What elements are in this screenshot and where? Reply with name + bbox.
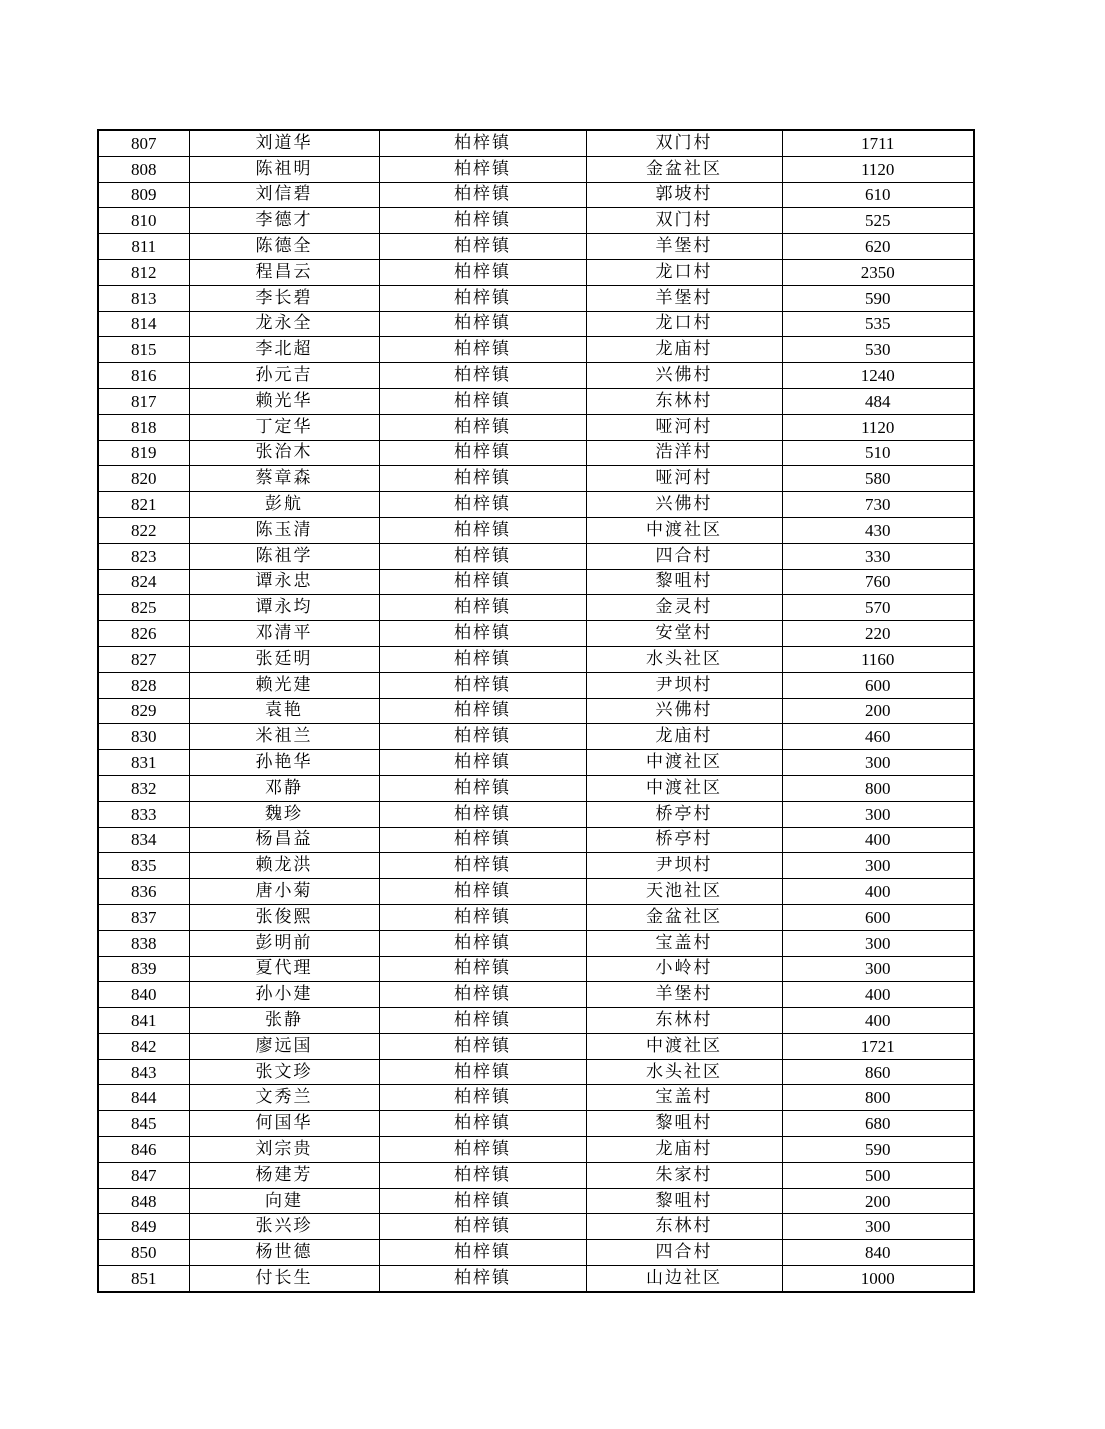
village-cell: 桥亭村 [586, 827, 782, 853]
town-cell: 柏梓镇 [379, 363, 586, 389]
town-cell: 柏梓镇 [379, 879, 586, 905]
village-cell: 浩洋村 [586, 440, 782, 466]
table-row [98, 259, 974, 285]
amount-cell: 535 [782, 311, 974, 337]
row-number-cell: 812 [98, 259, 189, 285]
village-cell: 龙口村 [586, 311, 782, 337]
amount-cell: 800 [782, 775, 974, 801]
town-cell: 柏梓镇 [379, 1033, 586, 1059]
table-row [98, 1266, 974, 1292]
row-number-cell: 850 [98, 1240, 189, 1266]
person-name-cell: 刘信碧 [189, 182, 379, 208]
amount-cell: 460 [782, 724, 974, 750]
person-name-cell: 张治木 [189, 440, 379, 466]
table-row [98, 569, 974, 595]
village-cell: 金盆社区 [586, 904, 782, 930]
table-row [98, 1008, 974, 1034]
village-cell: 中渡社区 [586, 517, 782, 543]
village-cell: 山边社区 [586, 1266, 782, 1292]
person-name-cell: 谭永忠 [189, 569, 379, 595]
row-number-cell: 840 [98, 982, 189, 1008]
town-cell: 柏梓镇 [379, 750, 586, 776]
row-number-cell: 848 [98, 1188, 189, 1214]
row-number-cell: 822 [98, 517, 189, 543]
village-cell: 黎咀村 [586, 569, 782, 595]
person-name-cell: 赖光建 [189, 672, 379, 698]
village-cell: 龙庙村 [586, 1137, 782, 1163]
town-cell: 柏梓镇 [379, 156, 586, 182]
person-name-cell: 赖光华 [189, 388, 379, 414]
table-row [98, 388, 974, 414]
person-name-cell: 陈玉清 [189, 517, 379, 543]
village-cell: 哑河村 [586, 466, 782, 492]
person-name-cell: 彭航 [189, 492, 379, 518]
village-cell: 水头社区 [586, 646, 782, 672]
person-name-cell: 何国华 [189, 1111, 379, 1137]
person-name-cell: 刘宗贵 [189, 1137, 379, 1163]
person-name-cell: 杨世德 [189, 1240, 379, 1266]
row-number-cell: 808 [98, 156, 189, 182]
amount-cell: 430 [782, 517, 974, 543]
row-number-cell: 814 [98, 311, 189, 337]
table-row [98, 595, 974, 621]
town-cell: 柏梓镇 [379, 956, 586, 982]
town-cell: 柏梓镇 [379, 492, 586, 518]
table-row [98, 311, 974, 337]
person-name-cell: 杨建芳 [189, 1162, 379, 1188]
row-number-cell: 813 [98, 285, 189, 311]
row-number-cell: 842 [98, 1033, 189, 1059]
amount-cell: 600 [782, 904, 974, 930]
row-number-cell: 810 [98, 208, 189, 234]
town-cell: 柏梓镇 [379, 1008, 586, 1034]
amount-cell: 860 [782, 1059, 974, 1085]
town-cell: 柏梓镇 [379, 775, 586, 801]
person-name-cell: 张俊熙 [189, 904, 379, 930]
table-row [98, 440, 974, 466]
table-row [98, 517, 974, 543]
town-cell: 柏梓镇 [379, 930, 586, 956]
row-number-cell: 844 [98, 1085, 189, 1111]
row-number-cell: 845 [98, 1111, 189, 1137]
amount-cell: 600 [782, 672, 974, 698]
person-name-cell: 孙元吉 [189, 363, 379, 389]
row-number-cell: 847 [98, 1162, 189, 1188]
amount-cell: 2350 [782, 259, 974, 285]
village-cell: 黎咀村 [586, 1111, 782, 1137]
table-row [98, 775, 974, 801]
person-name-cell: 龙永全 [189, 311, 379, 337]
person-name-cell: 付长生 [189, 1266, 379, 1292]
amount-cell: 590 [782, 1137, 974, 1163]
amount-cell: 1000 [782, 1266, 974, 1292]
town-cell: 柏梓镇 [379, 982, 586, 1008]
amount-cell: 200 [782, 1188, 974, 1214]
town-cell: 柏梓镇 [379, 1162, 586, 1188]
table-row [98, 1033, 974, 1059]
amount-cell: 680 [782, 1111, 974, 1137]
amount-cell: 730 [782, 492, 974, 518]
person-name-cell: 魏珍 [189, 801, 379, 827]
amount-cell: 300 [782, 853, 974, 879]
village-cell: 中渡社区 [586, 750, 782, 776]
person-name-cell: 邓静 [189, 775, 379, 801]
amount-cell: 300 [782, 956, 974, 982]
village-cell: 郭坡村 [586, 182, 782, 208]
table-row [98, 1240, 974, 1266]
town-cell: 柏梓镇 [379, 1085, 586, 1111]
amount-cell: 330 [782, 543, 974, 569]
row-number-cell: 837 [98, 904, 189, 930]
table-row [98, 1188, 974, 1214]
town-cell: 柏梓镇 [379, 646, 586, 672]
table-row [98, 363, 974, 389]
town-cell: 柏梓镇 [379, 672, 586, 698]
person-name-cell: 廖远国 [189, 1033, 379, 1059]
row-number-cell: 834 [98, 827, 189, 853]
table-row [98, 801, 974, 827]
row-number-cell: 835 [98, 853, 189, 879]
table-row [98, 879, 974, 905]
village-cell: 尹坝村 [586, 672, 782, 698]
table-row [98, 724, 974, 750]
town-cell: 柏梓镇 [379, 904, 586, 930]
town-cell: 柏梓镇 [379, 388, 586, 414]
person-name-cell: 李德才 [189, 208, 379, 234]
village-cell: 宝盖村 [586, 930, 782, 956]
table-row [98, 543, 974, 569]
table-row [98, 672, 974, 698]
amount-cell: 1240 [782, 363, 974, 389]
town-cell: 柏梓镇 [379, 698, 586, 724]
person-name-cell: 杨昌益 [189, 827, 379, 853]
village-cell: 龙口村 [586, 259, 782, 285]
village-cell: 兴佛村 [586, 698, 782, 724]
person-name-cell: 向建 [189, 1188, 379, 1214]
row-number-cell: 820 [98, 466, 189, 492]
town-cell: 柏梓镇 [379, 466, 586, 492]
town-cell: 柏梓镇 [379, 853, 586, 879]
person-name-cell: 张兴珍 [189, 1214, 379, 1240]
person-name-cell: 丁定华 [189, 414, 379, 440]
table-row [98, 1137, 974, 1163]
person-name-cell: 蔡章森 [189, 466, 379, 492]
table-row [98, 904, 974, 930]
row-number-cell: 816 [98, 363, 189, 389]
row-number-cell: 824 [98, 569, 189, 595]
town-cell: 柏梓镇 [379, 234, 586, 260]
table-row [98, 285, 974, 311]
person-name-cell: 袁艳 [189, 698, 379, 724]
village-cell: 羊堡村 [586, 234, 782, 260]
row-number-cell: 807 [98, 130, 189, 156]
village-cell: 黎咀村 [586, 1188, 782, 1214]
table-row [98, 750, 974, 776]
row-number-cell: 838 [98, 930, 189, 956]
village-cell: 双门村 [586, 208, 782, 234]
table-row [98, 414, 974, 440]
table-row [98, 827, 974, 853]
amount-cell: 300 [782, 750, 974, 776]
town-cell: 柏梓镇 [379, 1240, 586, 1266]
roster-table [97, 129, 975, 1293]
table-row [98, 234, 974, 260]
amount-cell: 1721 [782, 1033, 974, 1059]
row-number-cell: 849 [98, 1214, 189, 1240]
row-number-cell: 851 [98, 1266, 189, 1292]
table-row [98, 1162, 974, 1188]
town-cell: 柏梓镇 [379, 543, 586, 569]
person-name-cell: 张廷明 [189, 646, 379, 672]
town-cell: 柏梓镇 [379, 1059, 586, 1085]
amount-cell: 500 [782, 1162, 974, 1188]
amount-cell: 610 [782, 182, 974, 208]
row-number-cell: 836 [98, 879, 189, 905]
village-cell: 兴佛村 [586, 363, 782, 389]
row-number-cell: 827 [98, 646, 189, 672]
table-row [98, 466, 974, 492]
amount-cell: 400 [782, 1008, 974, 1034]
town-cell: 柏梓镇 [379, 517, 586, 543]
table-row [98, 1085, 974, 1111]
village-cell: 小岭村 [586, 956, 782, 982]
town-cell: 柏梓镇 [379, 1266, 586, 1292]
table-row [98, 1111, 974, 1137]
amount-cell: 400 [782, 982, 974, 1008]
village-cell: 金盆社区 [586, 156, 782, 182]
town-cell: 柏梓镇 [379, 337, 586, 363]
roster-table-body [98, 130, 974, 1292]
town-cell: 柏梓镇 [379, 440, 586, 466]
table-row [98, 130, 974, 156]
town-cell: 柏梓镇 [379, 1111, 586, 1137]
row-number-cell: 811 [98, 234, 189, 260]
row-number-cell: 832 [98, 775, 189, 801]
amount-cell: 400 [782, 879, 974, 905]
person-name-cell: 文秀兰 [189, 1085, 379, 1111]
town-cell: 柏梓镇 [379, 259, 586, 285]
row-number-cell: 829 [98, 698, 189, 724]
village-cell: 龙庙村 [586, 724, 782, 750]
village-cell: 宝盖村 [586, 1085, 782, 1111]
amount-cell: 300 [782, 1214, 974, 1240]
person-name-cell: 夏代理 [189, 956, 379, 982]
village-cell: 双门村 [586, 130, 782, 156]
amount-cell: 840 [782, 1240, 974, 1266]
amount-cell: 620 [782, 234, 974, 260]
town-cell: 柏梓镇 [379, 1137, 586, 1163]
person-name-cell: 李北超 [189, 337, 379, 363]
person-name-cell: 孙小建 [189, 982, 379, 1008]
amount-cell: 800 [782, 1085, 974, 1111]
town-cell: 柏梓镇 [379, 801, 586, 827]
amount-cell: 760 [782, 569, 974, 595]
town-cell: 柏梓镇 [379, 569, 586, 595]
amount-cell: 580 [782, 466, 974, 492]
amount-cell: 570 [782, 595, 974, 621]
amount-cell: 1120 [782, 414, 974, 440]
town-cell: 柏梓镇 [379, 1188, 586, 1214]
person-name-cell: 张文珍 [189, 1059, 379, 1085]
table-row [98, 956, 974, 982]
village-cell: 东林村 [586, 1008, 782, 1034]
row-number-cell: 839 [98, 956, 189, 982]
village-cell: 安堂村 [586, 621, 782, 647]
person-name-cell: 彭明前 [189, 930, 379, 956]
row-number-cell: 843 [98, 1059, 189, 1085]
table-row [98, 1059, 974, 1085]
person-name-cell: 赖龙洪 [189, 853, 379, 879]
person-name-cell: 陈祖学 [189, 543, 379, 569]
person-name-cell: 孙艳华 [189, 750, 379, 776]
table-row [98, 698, 974, 724]
town-cell: 柏梓镇 [379, 1214, 586, 1240]
person-name-cell: 谭永均 [189, 595, 379, 621]
table-row [98, 646, 974, 672]
row-number-cell: 846 [98, 1137, 189, 1163]
town-cell: 柏梓镇 [379, 311, 586, 337]
village-cell: 中渡社区 [586, 775, 782, 801]
table-row [98, 982, 974, 1008]
table-row [98, 1214, 974, 1240]
village-cell: 四合村 [586, 543, 782, 569]
row-number-cell: 817 [98, 388, 189, 414]
table-row [98, 492, 974, 518]
row-number-cell: 830 [98, 724, 189, 750]
village-cell: 哑河村 [586, 414, 782, 440]
table-row [98, 930, 974, 956]
amount-cell: 400 [782, 827, 974, 853]
amount-cell: 200 [782, 698, 974, 724]
amount-cell: 1160 [782, 646, 974, 672]
amount-cell: 220 [782, 621, 974, 647]
amount-cell: 525 [782, 208, 974, 234]
table-row [98, 337, 974, 363]
village-cell: 兴佛村 [586, 492, 782, 518]
village-cell: 东林村 [586, 388, 782, 414]
table-row [98, 182, 974, 208]
person-name-cell: 张静 [189, 1008, 379, 1034]
person-name-cell: 程昌云 [189, 259, 379, 285]
town-cell: 柏梓镇 [379, 130, 586, 156]
amount-cell: 530 [782, 337, 974, 363]
village-cell: 尹坝村 [586, 853, 782, 879]
town-cell: 柏梓镇 [379, 724, 586, 750]
amount-cell: 590 [782, 285, 974, 311]
table-row [98, 208, 974, 234]
amount-cell: 1711 [782, 130, 974, 156]
amount-cell: 484 [782, 388, 974, 414]
town-cell: 柏梓镇 [379, 827, 586, 853]
row-number-cell: 831 [98, 750, 189, 776]
village-cell: 中渡社区 [586, 1033, 782, 1059]
person-name-cell: 米祖兰 [189, 724, 379, 750]
person-name-cell: 刘道华 [189, 130, 379, 156]
row-number-cell: 841 [98, 1008, 189, 1034]
town-cell: 柏梓镇 [379, 182, 586, 208]
table-row [98, 621, 974, 647]
village-cell: 羊堡村 [586, 982, 782, 1008]
village-cell: 金灵村 [586, 595, 782, 621]
row-number-cell: 821 [98, 492, 189, 518]
table-row [98, 853, 974, 879]
person-name-cell: 陈德全 [189, 234, 379, 260]
village-cell: 四合村 [586, 1240, 782, 1266]
person-name-cell: 陈祖明 [189, 156, 379, 182]
amount-cell: 300 [782, 801, 974, 827]
town-cell: 柏梓镇 [379, 414, 586, 440]
row-number-cell: 815 [98, 337, 189, 363]
table-row [98, 156, 974, 182]
row-number-cell: 823 [98, 543, 189, 569]
row-number-cell: 833 [98, 801, 189, 827]
amount-cell: 300 [782, 930, 974, 956]
row-number-cell: 819 [98, 440, 189, 466]
row-number-cell: 809 [98, 182, 189, 208]
town-cell: 柏梓镇 [379, 621, 586, 647]
row-number-cell: 828 [98, 672, 189, 698]
village-cell: 天池社区 [586, 879, 782, 905]
person-name-cell: 唐小菊 [189, 879, 379, 905]
person-name-cell: 李长碧 [189, 285, 379, 311]
town-cell: 柏梓镇 [379, 595, 586, 621]
row-number-cell: 826 [98, 621, 189, 647]
village-cell: 桥亭村 [586, 801, 782, 827]
village-cell: 水头社区 [586, 1059, 782, 1085]
amount-cell: 1120 [782, 156, 974, 182]
person-name-cell: 邓清平 [189, 621, 379, 647]
town-cell: 柏梓镇 [379, 208, 586, 234]
village-cell: 东林村 [586, 1214, 782, 1240]
village-cell: 羊堡村 [586, 285, 782, 311]
row-number-cell: 818 [98, 414, 189, 440]
village-cell: 龙庙村 [586, 337, 782, 363]
village-cell: 朱家村 [586, 1162, 782, 1188]
row-number-cell: 825 [98, 595, 189, 621]
amount-cell: 510 [782, 440, 974, 466]
town-cell: 柏梓镇 [379, 285, 586, 311]
